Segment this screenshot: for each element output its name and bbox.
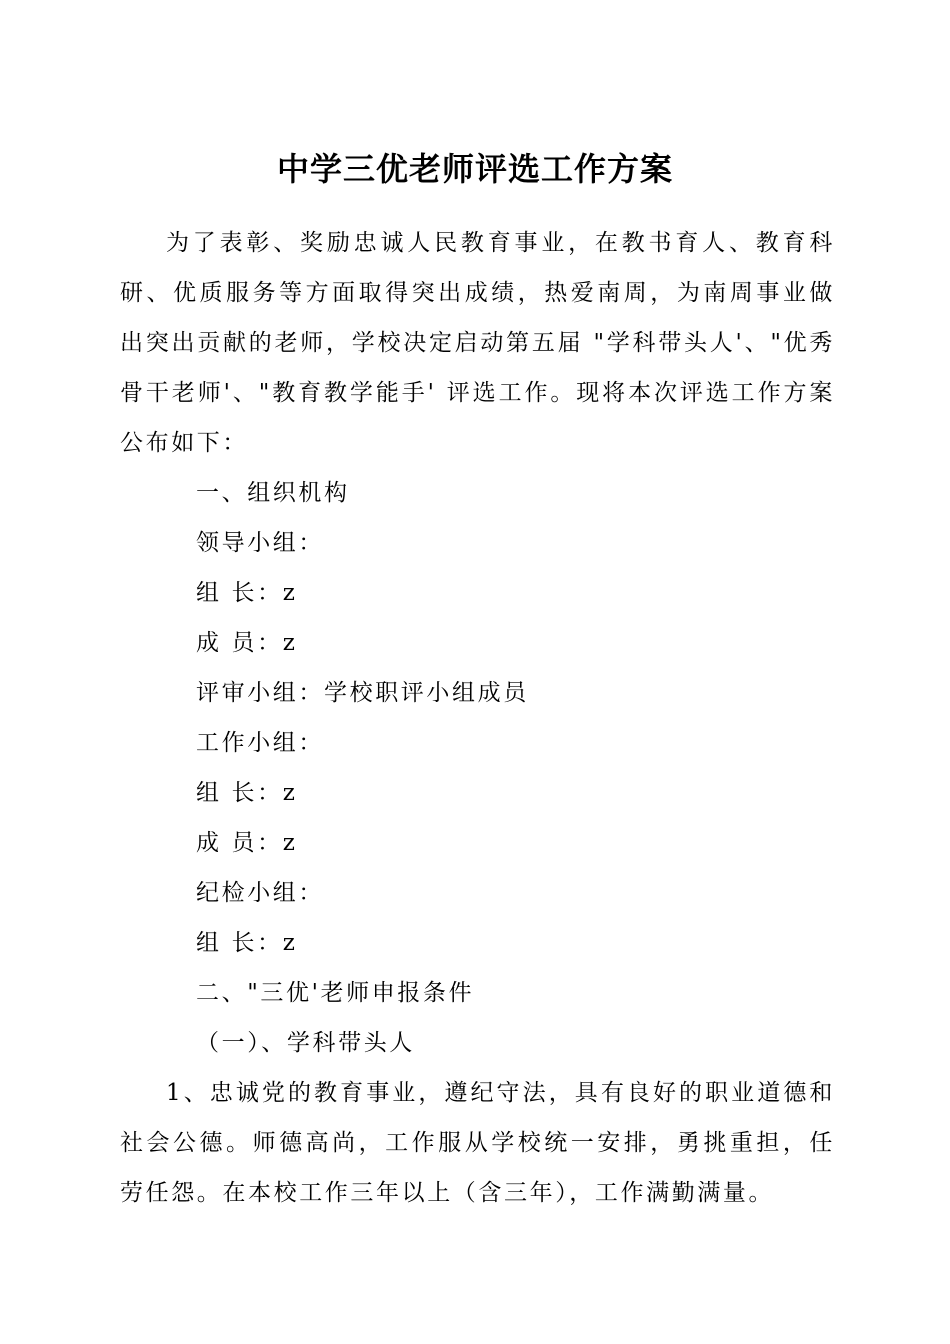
section-heading-organization: 一、组织机构 xyxy=(196,480,350,506)
leader-group-members: 成 员：z xyxy=(196,630,298,656)
leader-group-head: 组 长：z xyxy=(196,580,298,606)
intro-paragraph: 为了表彰、奖励忠诚人民教育事业，在教书育人、教育科研、优质服务等方面取得突出成绩，热爱南周，为南周事业做出突出贡献的老师，学校决定启动第五届 "学科带头人'、"优秀骨干老师'、"教育教学能手' 评选工作。现将本次评选工作方案公布如下： xyxy=(120,230,835,456)
document-title: 中学三优老师评选工作方案 xyxy=(276,150,673,188)
leader-group-label: 领导小组： xyxy=(196,530,324,556)
work-group-label: 工作小组： xyxy=(196,730,324,756)
discipline-group-head: 组 长：z xyxy=(196,930,298,956)
work-group-head: 组 长：z xyxy=(196,780,298,806)
discipline-group-label: 纪检小组： xyxy=(196,880,324,906)
review-group: 评审小组：学校职评小组成员 xyxy=(196,680,529,706)
work-group-members: 成 员：z xyxy=(196,830,298,856)
condition-item-1: 1、忠诚党的教育事业，遵纪守法，具有良好的职业道德和社会公德。师德高尚，工作服从学校统一安排，勇挑重担，任劳任怨。在本校工作三年以上（含三年），工作满勤满量。 xyxy=(120,1080,835,1206)
section-heading-conditions: 二、"三优'老师申报条件 xyxy=(196,980,475,1006)
document-body xyxy=(120,218,835,1218)
subsection-heading-subject-leader: （一）、学科带头人 xyxy=(196,1030,415,1056)
